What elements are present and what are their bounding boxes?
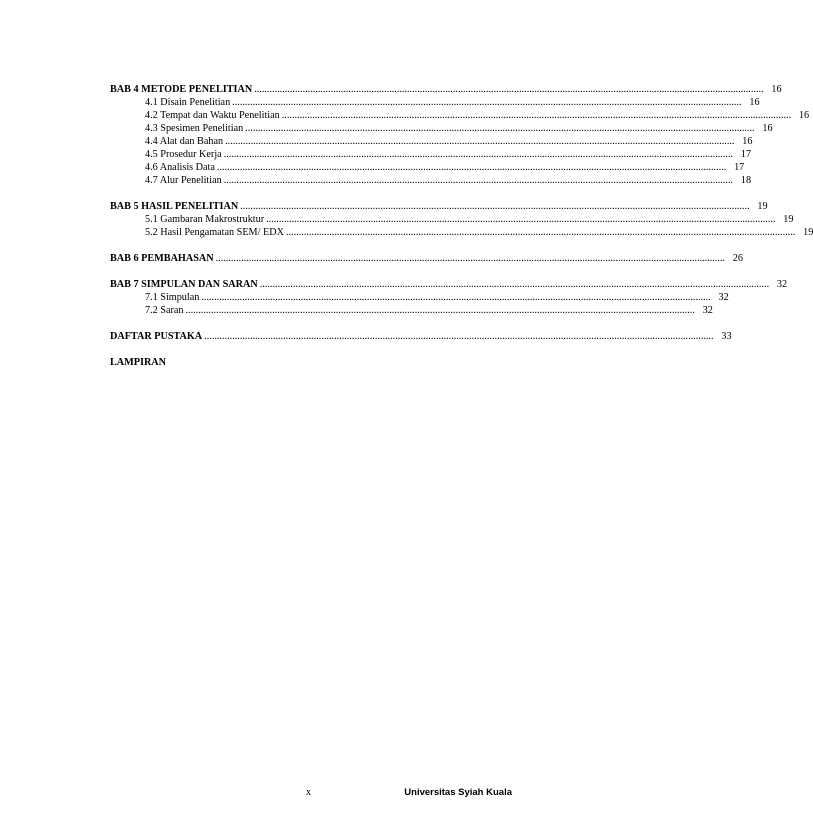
page-number: x [306, 787, 311, 798]
toc-entry-label: 4.2 Tempat dan Waktu Penelitian [145, 110, 280, 121]
toc-leader-dots: ........................................................................................................................................................................................................ [204, 331, 714, 342]
toc-entry-page: 19 [783, 214, 794, 225]
table-of-contents [110, 83, 813, 369]
toc-leader-dots: ........................................................................................................................................................................................................ [240, 201, 750, 212]
toc-section-entry [110, 226, 813, 239]
toc-entry-page: 32 [776, 279, 788, 290]
toc-entry-label: 5.2 Hasil Pengamatan SEM/ EDX [145, 227, 284, 238]
toc-entry-label: BAB 6 PEMBAHASAN [110, 253, 214, 264]
toc-entry-page: 18 [740, 175, 752, 186]
toc-entry-page: 19 [803, 227, 813, 238]
toc-entry-page: 32 [702, 305, 713, 316]
toc-section-entry [110, 96, 760, 109]
toc-section-entry [110, 304, 713, 317]
toc-entry-page: 16 [771, 84, 782, 95]
toc-entry-label: 4.5 Prosedur Kerja [145, 149, 222, 160]
toc-chapter-entry [110, 83, 782, 96]
toc-chapter-entry [110, 330, 732, 343]
toc-entry-label: 4.1 Disain Penelitian [145, 97, 231, 108]
footer-university: Universitas Syiah Kuala [404, 787, 512, 798]
toc-entry-page: 16 [762, 123, 773, 134]
toc-entry-label: BAB 7 SIMPULAN DAN SARAN [110, 279, 258, 290]
toc-entry-label: 7.1 Simpulan [145, 292, 200, 303]
toc-entry-label: 4.7 Alur Penelitian [145, 175, 222, 186]
toc-leader-dots: ........................................................................................................................................................................................................ [223, 149, 734, 160]
toc-entry-page: 33 [721, 331, 732, 342]
toc-entry-label: 4.3 Spesimen Penelitian [145, 123, 244, 134]
toc-entry-page: 16 [742, 136, 753, 147]
toc-chapter-entry [110, 252, 743, 265]
toc-leader-dots: ........................................................................................................................................................................................................ [259, 279, 770, 290]
toc-section-entry [110, 174, 752, 187]
toc-leader-dots: ........................................................................................................................................................................................................ [201, 292, 711, 303]
toc-section-entry [110, 122, 773, 135]
toc-entry-page: 16 [798, 110, 810, 121]
toc-entry-label: 7.2 Saran [145, 305, 184, 316]
toc-section-entry [110, 109, 810, 122]
toc-entry-page: 32 [718, 292, 729, 303]
toc-entry-page: 17 [740, 149, 752, 160]
toc-entry-label: 5.1 Gambaran Makrostruktur [145, 214, 265, 225]
toc-entry-page: 19 [757, 201, 768, 212]
toc-chapter-entry [110, 278, 788, 291]
toc-section-entry [110, 148, 752, 161]
toc-leader-dots: ........................................................................................................................................................................................................ [185, 305, 695, 316]
toc-leader-dots: ........................................................................................................................................................................................................ [225, 136, 735, 147]
toc-spacer [110, 239, 512, 252]
toc-entry-label: 4.6 Analisis Data [145, 162, 215, 173]
toc-spacer [110, 343, 512, 356]
toc-entry-page: 16 [749, 97, 760, 108]
toc-section-entry [110, 135, 753, 148]
toc-entry-label: 4.4 Alat dan Bahan [145, 136, 224, 147]
toc-leader-dots: ........................................................................................................................................................................................................ [215, 253, 725, 264]
toc-entry-label: BAB 5 HASIL PENELITIAN [110, 201, 239, 212]
toc-leader-dots: ........................................................................................................................................................................................................ [216, 162, 727, 173]
toc-leader-dots: ........................................................................................................................................................................................................ [285, 227, 796, 238]
toc-section-entry [110, 213, 794, 226]
toc-spacer [110, 317, 512, 330]
toc-chapter-entry [110, 200, 768, 213]
toc-spacer [110, 187, 512, 200]
toc-section-entry [110, 161, 745, 174]
toc-chapter-entry [110, 356, 512, 369]
toc-leader-dots: ........................................................................................................................................................................................................ [281, 110, 792, 121]
toc-spacer [110, 265, 512, 278]
toc-entry-page: 26 [732, 253, 743, 264]
toc-section-entry [110, 291, 729, 304]
toc-entry-label: LAMPIRAN [110, 357, 167, 368]
toc-leader-dots: ........................................................................................................................................................................................................ [266, 214, 776, 225]
toc-leader-dots: ........................................................................................................................................................................................................ [245, 123, 755, 134]
toc-entry-label: DAFTAR PUSTAKA [110, 331, 203, 342]
toc-leader-dots: ........................................................................................................................................................................................................ [223, 175, 734, 186]
toc-leader-dots: ........................................................................................................................................................................................................ [254, 84, 764, 95]
toc-entry-label: BAB 4 METODE PENELITIAN [110, 84, 253, 95]
toc-leader-dots: ........................................................................................................................................................................................................ [232, 97, 742, 108]
toc-entry-page: 17 [734, 162, 745, 173]
